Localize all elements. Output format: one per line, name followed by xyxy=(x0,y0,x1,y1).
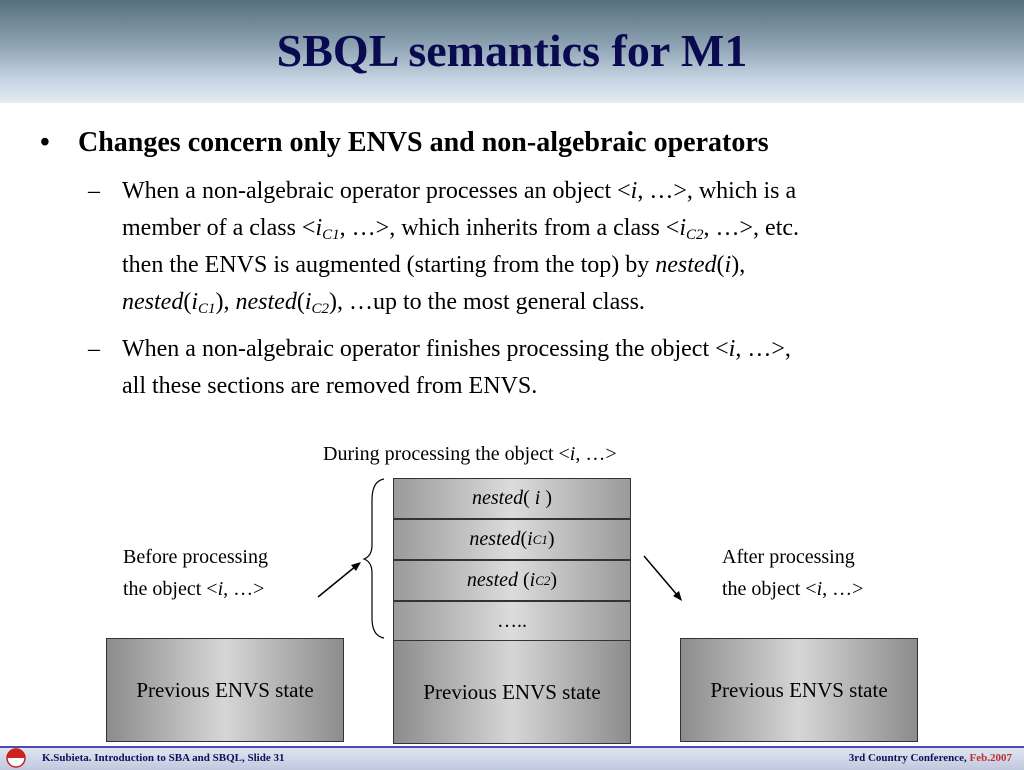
stack-cell-nested-ic1: nested ( i C1 ) xyxy=(393,519,631,560)
footer-right: 3rd Country Conference, Feb.2007 xyxy=(848,752,1012,764)
brace xyxy=(364,479,384,638)
during-caption: During processing the object <i, …> xyxy=(323,443,617,465)
stack-cell-nested-ic2: nested ( i C2 ) xyxy=(393,560,631,601)
stack-cell-nested-i: nested ( i ) xyxy=(393,478,631,519)
stack-cell-ellipsis: ….. xyxy=(393,601,631,642)
bullet-dot: • xyxy=(40,127,50,158)
slide-title: SBQL semantics for M1 xyxy=(276,25,748,76)
footer-left: K.Subieta. Introduction to SBA and SBQL, Slide 31 xyxy=(42,752,285,764)
footer xyxy=(0,746,1024,770)
dash: – xyxy=(88,336,100,362)
main-bullet-text: Changes concern only ENVS and non-algebraic operators xyxy=(78,127,769,158)
after-caption: After processing the object <i, …> xyxy=(722,546,864,600)
dash: – xyxy=(88,178,100,204)
envs-box-before: Previous ENVS state xyxy=(106,638,344,742)
sub-bullet-1-text: When a non-algebraic operator processes an object <i, …>, which is a member of a class $<i_{C1}$, …>, which inherits from a class $<i_{C2}$, …>, etc. then the ENVS is augmented (starting from the top) by nested(i), $nested(i_{C1})$, $nested(i_{C2})$, …up to the most general class. xyxy=(122,178,800,317)
conference-logo-icon xyxy=(6,748,26,768)
arrow-before-icon xyxy=(318,562,361,597)
envs-box-during: Previous ENVS state xyxy=(393,640,631,744)
before-caption: Before processing the object <i, …> xyxy=(123,546,268,600)
sub-bullet-2-text: When a non-algebraic operator finishes processing the object <i, …>, all these sections are removed from ENVS. xyxy=(122,336,791,399)
arrow-after-icon xyxy=(644,556,682,601)
envs-box-after: Previous ENVS state xyxy=(680,638,918,742)
